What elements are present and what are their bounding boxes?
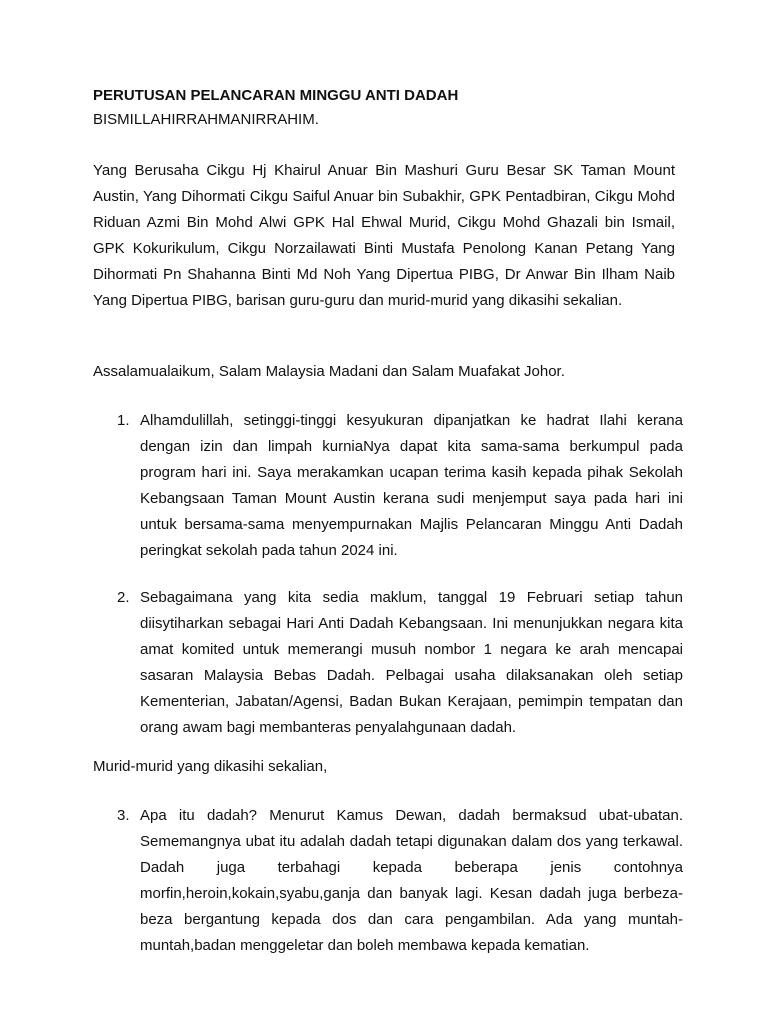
list-item-number: 1.: [117, 412, 130, 429]
list-item-number: 3.: [117, 807, 130, 824]
list-item-number: 2.: [117, 589, 130, 606]
student-address-paragraph: Murid-murid yang dikasihi sekalian,: [93, 758, 328, 775]
salutation-paragraph: Yang Berusaha Cikgu Hj Khairul Anuar Bin Mashuri Guru Besar SK Taman Mount Austin, Yang Dihormati Cikgu Saiful Anuar bin Subakhir, GPK Pentadbiran, Cikgu Mohd Riduan Azmi Bin Mohd Alwi GPK Hal Ehwal Murid, Cikgu Mohd Ghazali bin Ismail, GPK Kokurikulum, Cikgu Norzailawati Binti Mustafa Penolong Kanan Petang Yang Dihormati Pn Shahanna Binti Md Noh Yang Dipertua PIBG, Dr Anwar Bin Ilham Naib Yang Dipertua PIBG, barisan guru-guru dan murid-murid yang dikasihi sekalian.: [93, 162, 675, 309]
list-item-text: Alhamdulillah, setinggi-tinggi kesyukuran dipanjatkan ke hadrat Ilahi kerana dengan izin dan limpah kurniaNya dapat kita sama-sama berkumpul pada program hari ini. Saya merakamkan ucapan terima kasih kepada pihak Sekolah Kebangsaan Taman Mount Austin kerana sudi menjemput saya pada hari ini untuk bersama-sama menyempurnakan Majlis Pelancaran Minggu Anti Dadah peringkat sekolah pada tahun 2024 ini.: [140, 412, 683, 559]
list-item-text: Sebagaimana yang kita sedia maklum, tanggal 19 Februari setiap tahun diisytiharkan sebagai Hari Anti Dadah Kebangsaan. Ini menunjukkan negara kita amat komited untuk memerangi musuh nombor 1 negara ke arah mencapai sasaran Malaysia Bebas Dadah. Pelbagai usaha dilaksanakan oleh setiap Kementerian, Jabatan/Agensi, Badan Bukan Kerajaan, pemimpin tempatan dan orang awam bagi membanteras penyalahgunaan dadah.: [140, 589, 683, 736]
document-subtitle: BISMILLAHIRRAHMANIRRAHIM.: [93, 111, 319, 128]
document-title: PERUTUSAN PELANCARAN MINGGU ANTI DADAH: [93, 87, 459, 104]
greeting-paragraph: Assalamualaikum, Salam Malaysia Madani dan Salam Muafakat Johor.: [93, 363, 565, 380]
list-item-text: Apa itu dadah? Menurut Kamus Dewan, dadah bermaksud ubat-ubatan. Sememangnya ubat itu adalah dadah tetapi digunakan dalam dos yang terkawal. Dadah juga terbahagi kepada beberapa jenis contohnya morfin,heroin,kokain,syabu,ganja dan banyak lagi. Kesan dadah juga berbeza-beza bergantung kepada dos dan cara pengambilan. Ada yang muntah-muntah,badan menggeletar dan boleh membawa kepada kematian.: [140, 807, 683, 954]
